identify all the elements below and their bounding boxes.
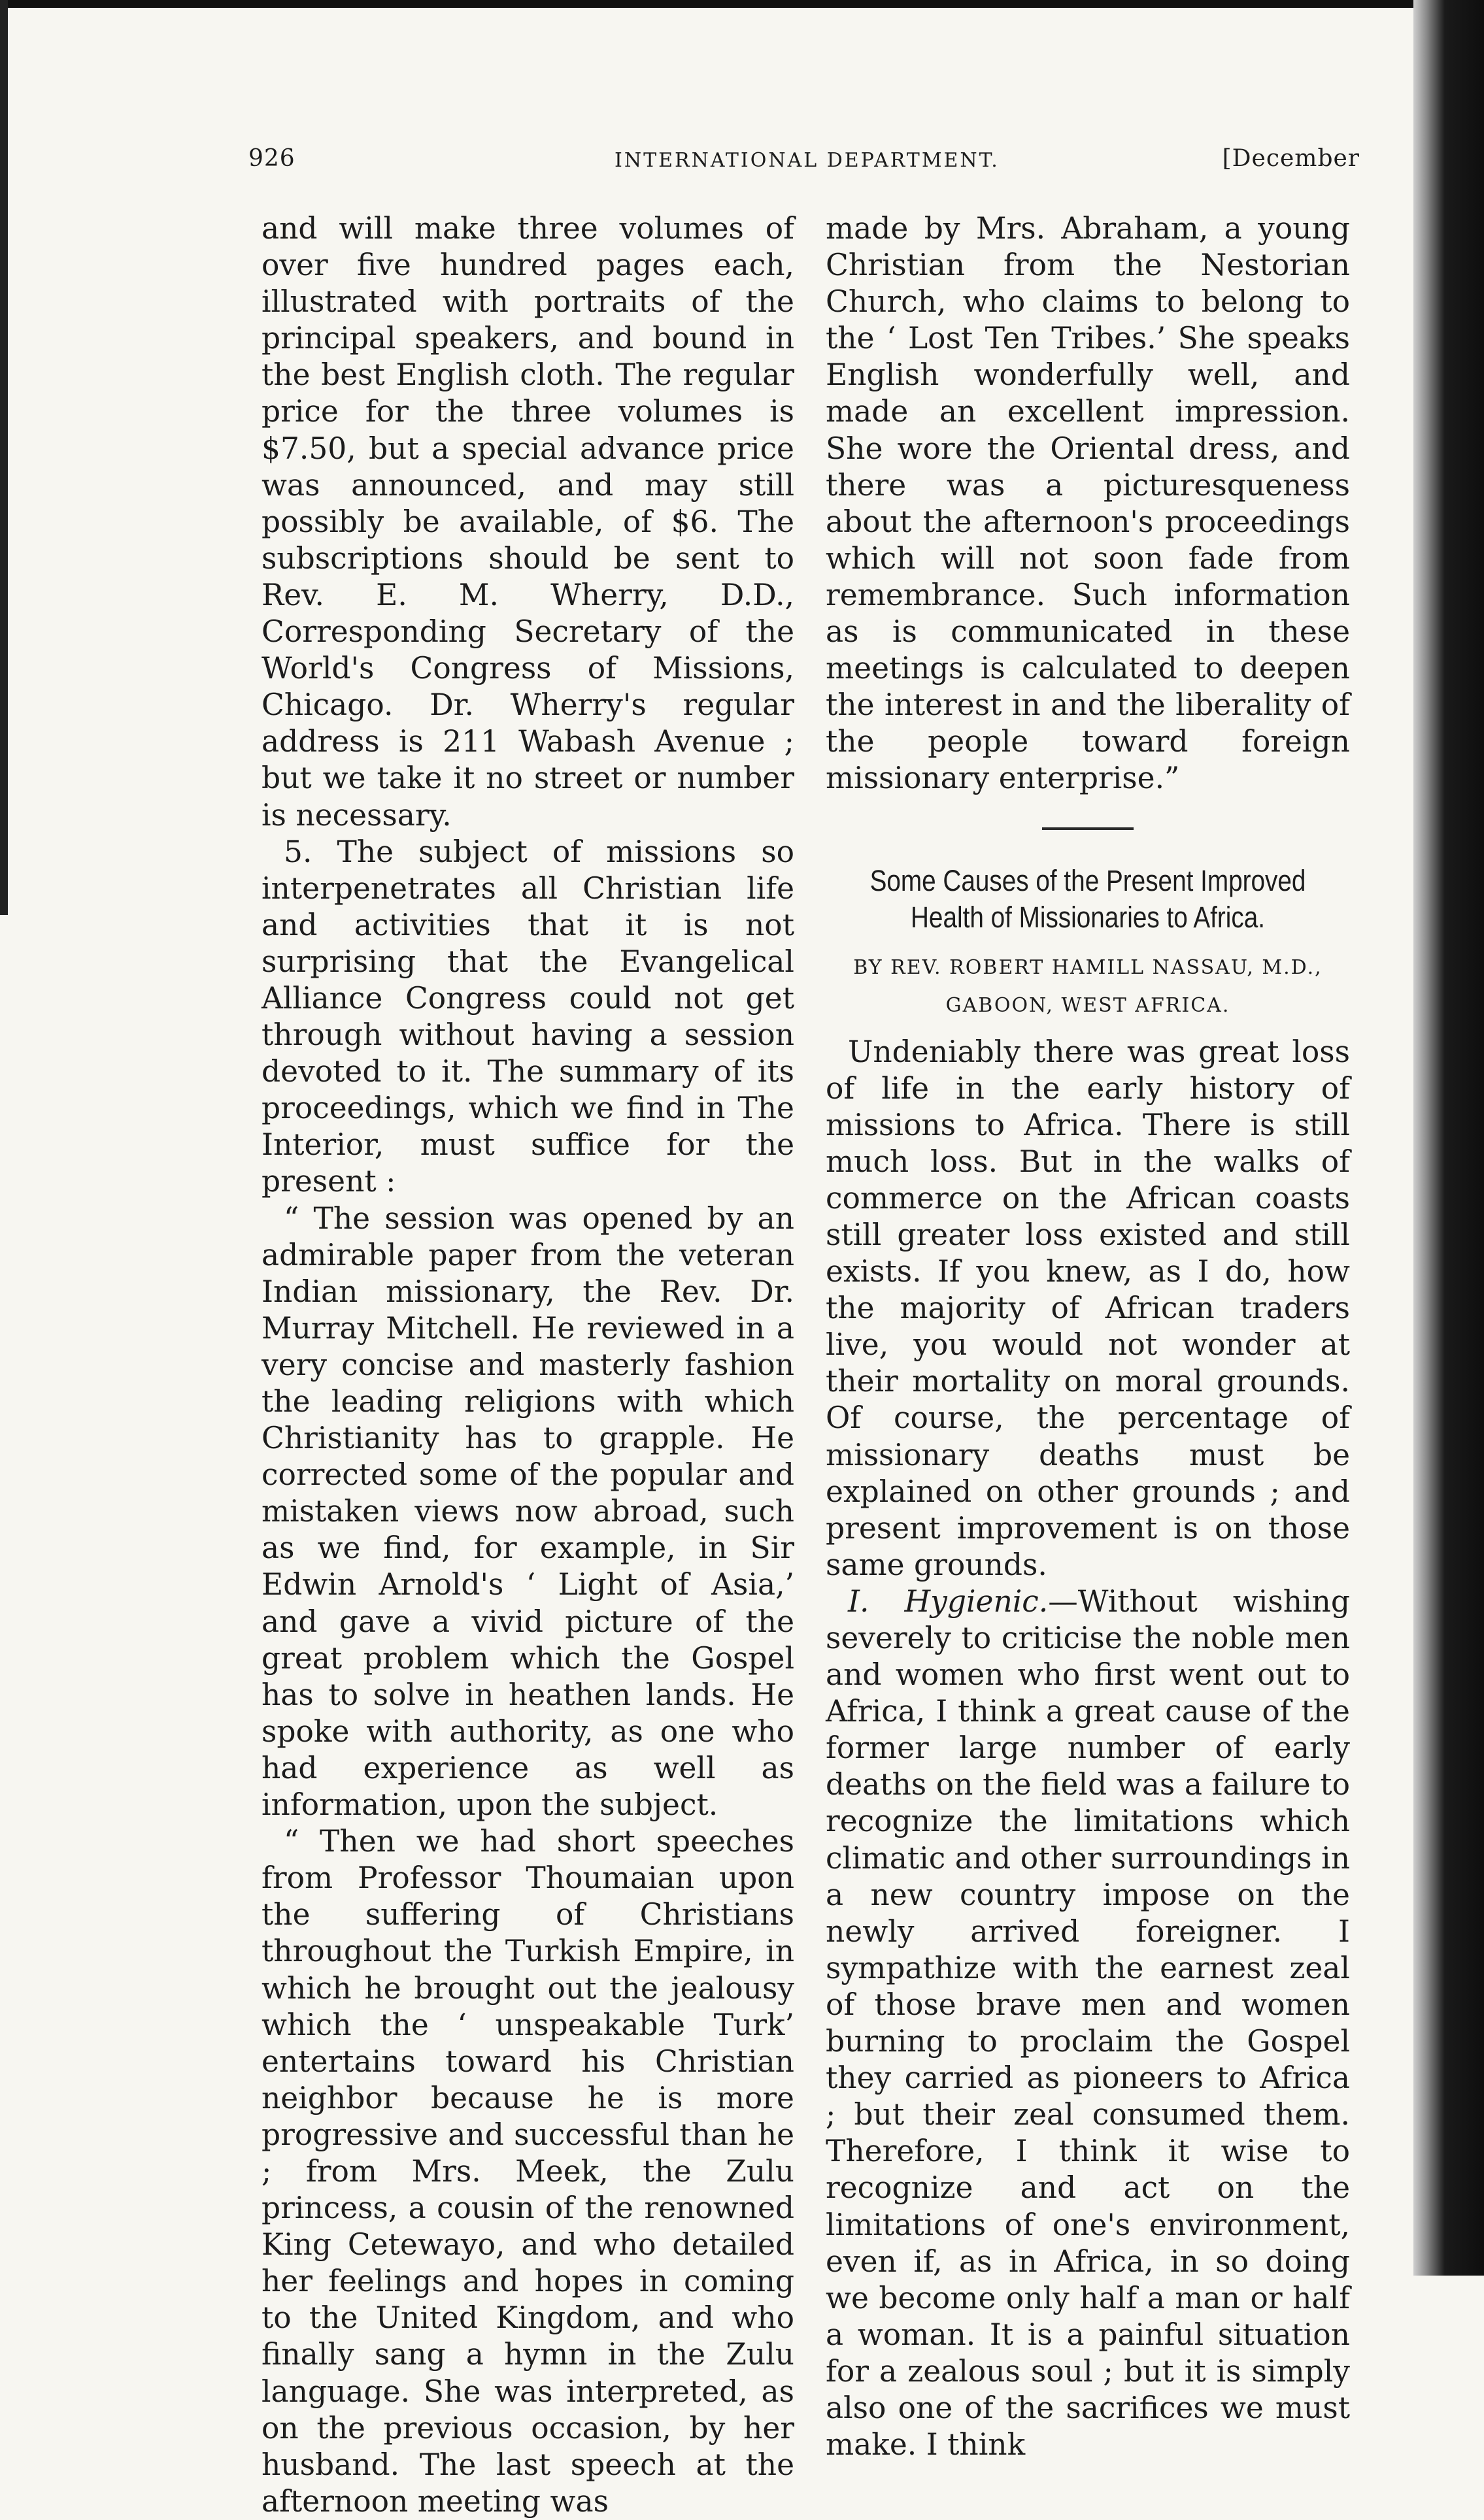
- article-title: [862, 863, 1313, 936]
- section-title: INTERNATIONAL DEPARTMENT.: [615, 149, 1000, 172]
- page-top-edge: [0, 0, 1484, 8]
- paragraph: [826, 1583, 1350, 2463]
- paragraph: Undeniably there was great loss of life in the early history of missions to Africa. There is still much loss. But in the walks of commerce on the African coasts still greater loss existed and still exists. If you knew, as I do, how the majority of African traders live, you would not wonder at their mortality on moral grounds. Of course, the percentage of missionary deaths must be explained on other grounds ; and present improvement is on those same grounds.: [826, 1034, 1350, 1582]
- page-number: 926: [248, 145, 295, 172]
- paragraph: and will make three volumes of over five hundred pages each, illustrated with portraits of the principal speakers, and bound in the best English cloth. The regular price for the three volumes is $7.50, but a special advance price was announced, and may still possibly be available, of $6. The subscriptions should be sent to Rev. E. M. Wherry, D.D., Corresponding Secretary of the World's Congress of Missions, Chicago. Dr. Wherry's regular address is 211 Wabash Avenue ; but we take it no street or number is necessary.: [261, 211, 794, 833]
- page-left-edge: [0, 0, 8, 915]
- quoted-paragraph: “ The session was opened by an admirable paper from the veteran Indian missionary, the Rev. Dr. Murray Mitchell. He reviewed in a very concise and masterly fashion the leading religions with which Christianity has to grapple. He corrected some of the popular and mistaken views now abroad, such as we find, for example, in Sir Edwin Arnold's ‘ Light of Asia,’ and gave a vivid picture of the great problem which the Gospel has to solve in heathen lands. He spoke with authority, as one who had experience as well as information, upon the subject.: [261, 1201, 794, 1823]
- article-byline: [826, 949, 1350, 1025]
- location-line: GABOON, WEST AFRICA.: [945, 993, 1230, 1017]
- article-title-line: Some Causes of the Present Improved: [869, 863, 1306, 897]
- article-title-line: Health of Missionaries to Africa.: [910, 900, 1266, 934]
- author-line: BY REV. ROBERT HAMILL NASSAU, M.D.,: [853, 955, 1323, 979]
- section-divider: [1042, 827, 1134, 830]
- book-spine-edge: [1413, 0, 1484, 2276]
- subsection-heading: I. Hygienic.: [848, 1583, 1049, 1619]
- paragraph: made by Mrs. Abraham, a young Christian from the Nestorian Church, who claims to belong to the ‘ Lost Ten Tribes.’ She speaks English wonderfully well, and made an excellent impression. She wore the Oriental dress, and there was a picturesqueness about the afternoon's proceedings which will not soon fade from remembrance. Such information as is communicated in these meetings is calculated to deepen the interest in and the liberality of the people toward foreign missionary enterprise.”: [826, 211, 1350, 796]
- running-head: [248, 145, 1360, 184]
- quoted-paragraph: “ Then we had short speeches from Professor Thoumaian upon the suffering of Christians throughout the Turkish Empire, in which he brought out the jealousy which the ‘ unspeakable Turk’ entertains toward his Christian neighbor because he is more progressive and successful than he ; from Mrs. Meek, the Zulu princess, a cousin of the renowned King Cetewayo, and who detailed her feelings and hopes in coming to the United Kingdom, and who finally sang a hymn in the Zulu language. She was interpreted, as on the previous occasion, by her husband. The last speech at the afternoon meeting was: [261, 1824, 794, 2519]
- left-column: [261, 210, 794, 2520]
- right-column: [826, 210, 1350, 2463]
- paragraph-body: —Without wishing severely to criticise the noble men and women who first went out to Africa, I think a great cause of the former large number of early deaths on the field was a failure to recognize the limitations which climatic and other surroundings in a new country impose on the newly arrived foreigner. I sympathize with the earnest zeal of those brave men and women burning to proclaim the Gospel they carried as pioneers to Africa ; but their zeal consumed them. Therefore, I think it wise to recognize and act on the limitations of one's environment, even if, as in Africa, in so doing we become only half a man or half a woman. It is a painful situation for a zealous soul ; but it is simply also one of the sacrifices we must make. I think: [826, 1583, 1350, 2462]
- paragraph: 5. The subject of missions so interpenetrates all Christian life and activities that it is not surprising that the Evangelical Alliance Congress could not get through without having a session devoted to it. The summary of its proceedings, which we find in The Interior, must suffice for the present :: [261, 834, 794, 1199]
- month-label: [December: [1222, 145, 1360, 172]
